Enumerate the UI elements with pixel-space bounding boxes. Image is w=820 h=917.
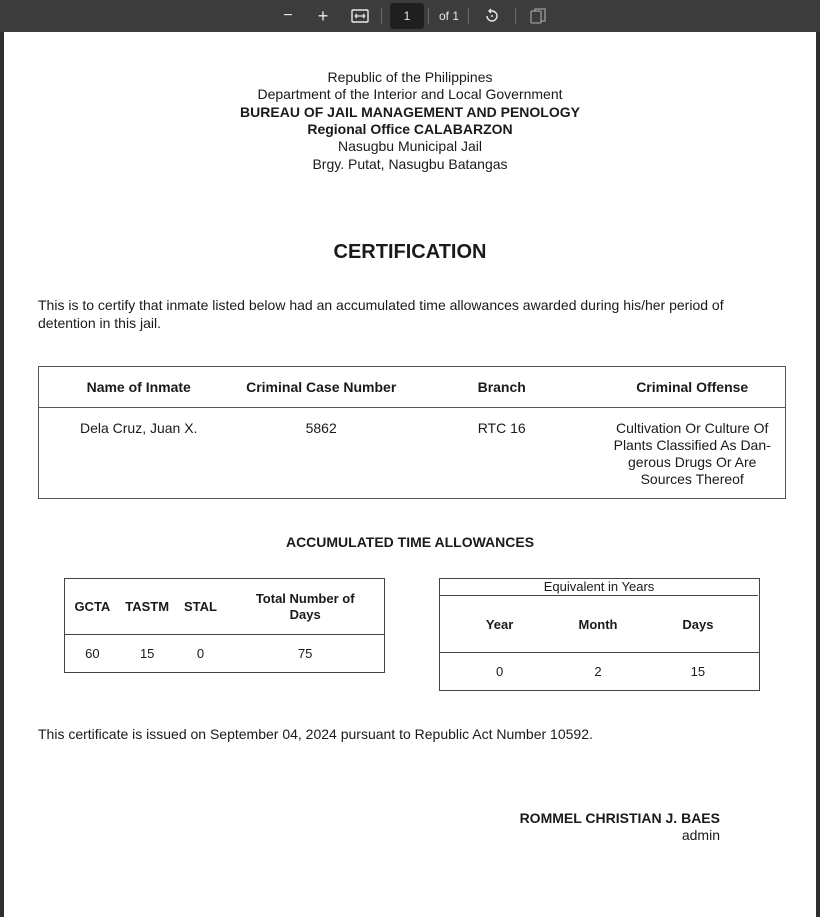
inmate-name: Dela Cruz, Juan X. bbox=[79, 420, 198, 436]
fit-width-icon[interactable] bbox=[349, 0, 371, 35]
inmate-table bbox=[38, 366, 786, 499]
stal-value: 0 bbox=[196, 646, 205, 661]
header-republic: Republic of the Philippines bbox=[327, 69, 493, 85]
header-total-line-2: Days bbox=[289, 606, 321, 622]
allowances-table bbox=[64, 578, 385, 673]
offense-line: gerous Drugs Or Are bbox=[628, 454, 757, 470]
page-number-input[interactable]: 1 bbox=[390, 3, 424, 29]
header-bureau: BUREAU OF JAIL MANAGEMENT AND PENOLOGY bbox=[240, 104, 580, 120]
document-title: CERTIFICATION bbox=[333, 241, 487, 263]
inmate-table-header bbox=[39, 367, 786, 408]
header-tastm: TASTM bbox=[120, 579, 175, 635]
toolbar-divider bbox=[515, 8, 516, 24]
zoom-in-button[interactable]: + bbox=[317, 6, 329, 26]
header-month: Month bbox=[559, 579, 637, 653]
case-number: 5862 bbox=[305, 420, 337, 436]
header-address: Brgy. Putat, Nasugbu Batangas bbox=[312, 156, 508, 172]
intro-line-2: detention in this jail. bbox=[38, 315, 161, 331]
gcta-value: 60 bbox=[85, 646, 100, 661]
days-value: 15 bbox=[690, 664, 706, 679]
pdf-toolbar bbox=[0, 0, 820, 32]
toolbar-divider bbox=[381, 8, 382, 24]
header-offense: Criminal Offense bbox=[599, 367, 785, 408]
header-total-line-1: Total Number of bbox=[255, 590, 355, 606]
header-gcta: GCTA bbox=[65, 579, 120, 635]
header-jail: Nasugbu Municipal Jail bbox=[338, 138, 482, 154]
equivalent-title: Equivalent in Years bbox=[440, 579, 758, 596]
table-row bbox=[39, 408, 786, 499]
month-value: 2 bbox=[594, 664, 602, 679]
branch: RTC 16 bbox=[477, 420, 526, 436]
offense-line: Cultivation Or Culture Of bbox=[615, 420, 769, 436]
tastm-value: 15 bbox=[139, 646, 155, 661]
header-year: Year bbox=[440, 579, 560, 653]
criminal-offense bbox=[599, 408, 785, 499]
year-value: 0 bbox=[495, 664, 504, 679]
header-name: Name of Inmate bbox=[39, 367, 239, 408]
table-row bbox=[440, 653, 760, 691]
signatory-role: admin bbox=[681, 827, 720, 843]
intro-line-1: This is to certify that inmate listed below had an accumulated time allowances awarded during his/her period of bbox=[38, 297, 724, 313]
signatory-name: ROMMEL CHRISTIAN J. BAES bbox=[519, 810, 720, 826]
page-total-label: of 1 bbox=[438, 9, 459, 23]
table-row bbox=[65, 635, 385, 673]
header-regional-office: Regional Office CALABARZON bbox=[307, 121, 513, 137]
allowances-header bbox=[65, 579, 385, 635]
header-department: Department of the Interior and Local Government bbox=[257, 86, 563, 102]
header-case-number: Criminal Case Number bbox=[238, 367, 404, 408]
header-branch: Branch bbox=[404, 367, 599, 408]
toolbar-divider bbox=[468, 8, 469, 24]
issued-statement: This certificate is issued on September 04, 2024 pursuant to Republic Act Number 10592. bbox=[38, 726, 593, 742]
rotate-icon[interactable] bbox=[480, 0, 504, 37]
header-total-days bbox=[226, 579, 384, 635]
offense-line: Sources Thereof bbox=[640, 471, 744, 487]
header-days: Days bbox=[637, 579, 760, 653]
header-stal: STAL bbox=[175, 579, 227, 635]
page-view-icon[interactable] bbox=[526, 0, 550, 36]
toolbar-divider bbox=[428, 8, 429, 24]
zoom-out-button[interactable]: − bbox=[283, 7, 293, 24]
offense-line: Plants Classified As Dan- bbox=[613, 437, 771, 453]
allowances-title: ACCUMULATED TIME ALLOWANCES bbox=[285, 534, 535, 550]
total-days-value: 75 bbox=[297, 646, 313, 661]
